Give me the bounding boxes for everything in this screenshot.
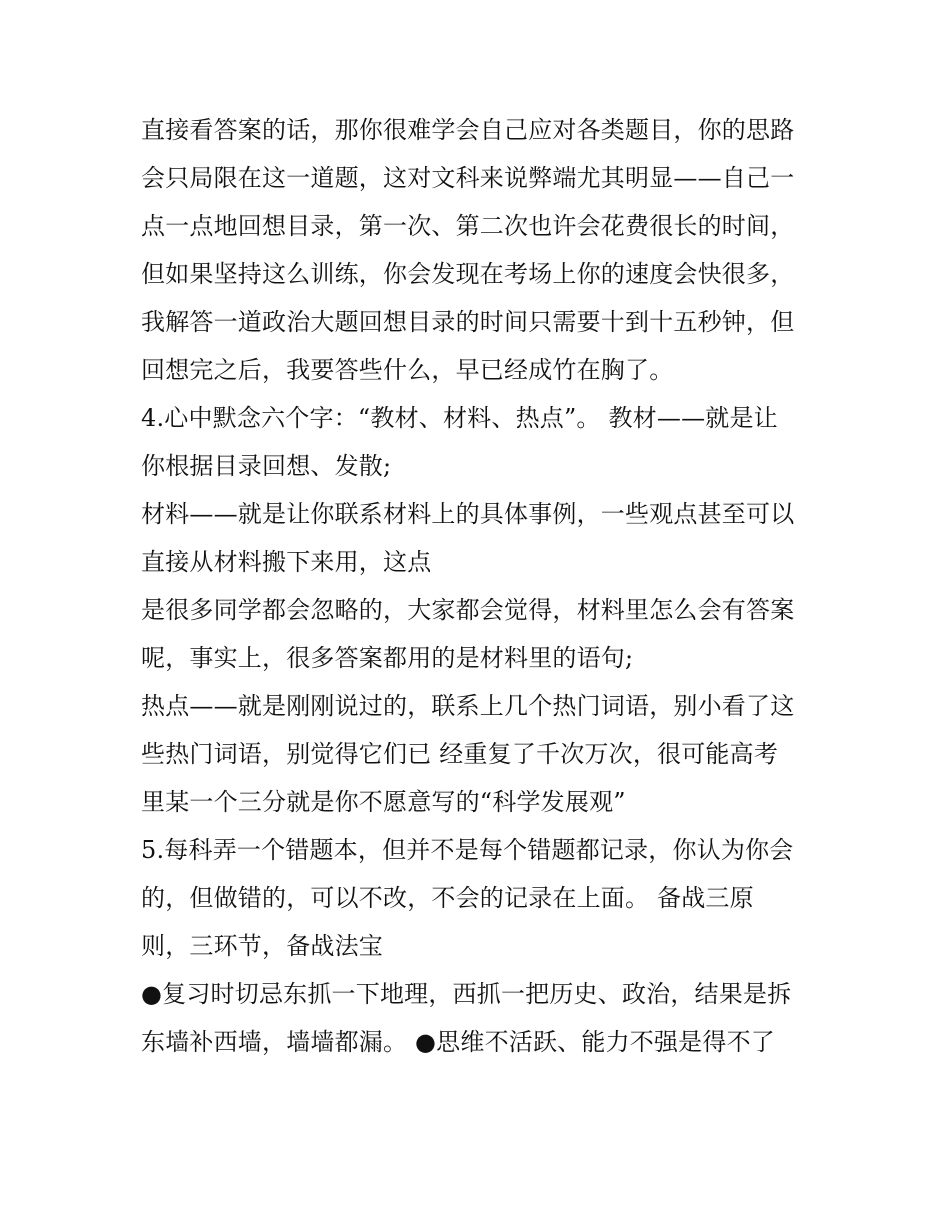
- text-line: 里某一个三分就是你不愿意写的“科学发展观”: [141, 788, 626, 816]
- text-line: 你根据目录回想、发散;: [141, 452, 392, 480]
- text-line: 则，三环节，备战法宝: [141, 932, 383, 960]
- text-line: 5.每科弄一个错题本，但并不是每个错题都记录，你认为你会: [141, 836, 794, 864]
- text-line: 的，但做错的，可以不改，不会的记录在上面。 备战三原: [141, 884, 754, 912]
- text-line: ●复习时切忌东抓一下地理，西抓一把历史、政治，结果是拆: [141, 980, 792, 1008]
- text-line: 会只局限在这一道题，这对文科来说弊端尤其明显——自己一: [141, 164, 795, 192]
- text-line: 热点——就是刚刚说过的，联系上几个热门词语，别小看了这: [141, 692, 795, 720]
- text-line: 4.心中默念六个字：“教材、材料、热点”。 教材——就是让: [141, 404, 778, 432]
- text-line: 材料——就是让你联系材料上的具体事例，一些观点甚至可以: [141, 500, 795, 528]
- text-line: 东墙补西墙，墙墙都漏。 ●思维不活跃、能力不强是得不了: [141, 1028, 775, 1056]
- text-line: 我解答一道政治大题回想目录的时间只需要十到十五秒钟，但: [141, 308, 795, 336]
- body-text: [141, 106, 821, 1066]
- text-line: 直接从材料搬下来用，这点: [141, 548, 432, 576]
- text-line: 些热门词语，别觉得它们已 经重复了千次万次，很可能高考: [141, 740, 779, 768]
- text-line: 但如果坚持这么训练，你会发现在考场上你的速度会快很多，: [141, 260, 795, 288]
- text-line: 回想完之后，我要答些什么，早已经成竹在胸了。: [141, 356, 674, 384]
- text-line: 点一点地回想目录，第一次、第二次也许会花费很长的时间，: [141, 212, 795, 240]
- text-line: 是很多同学都会忽略的，大家都会觉得，材料里怎么会有答案: [141, 596, 795, 624]
- text-line: 直接看答案的话，那你很难学会自己应对各类题目，你的思路: [141, 116, 795, 144]
- text-line: 呢，事实上，很多答案都用的是材料里的语句;: [141, 644, 634, 672]
